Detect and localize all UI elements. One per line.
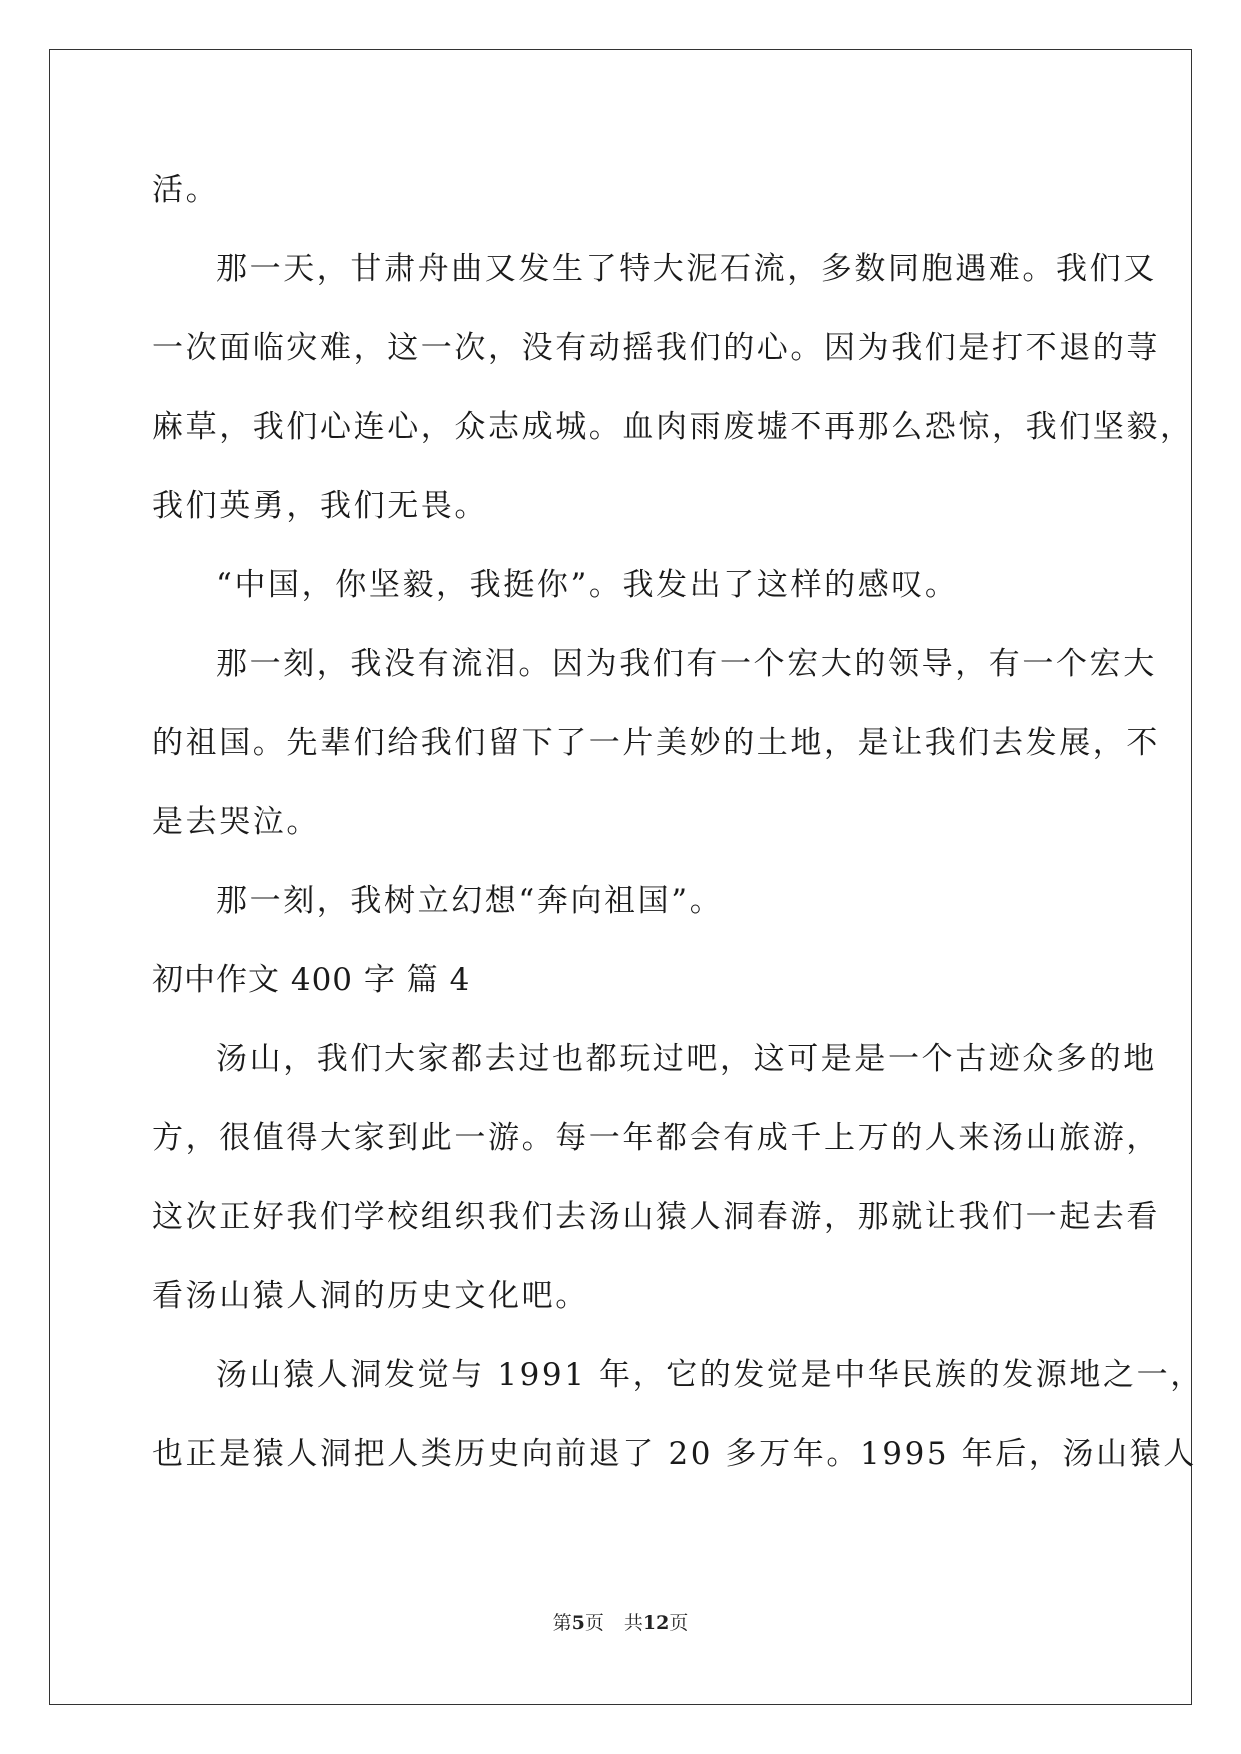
text-line: 这次正好我们学校组织我们去汤山猿人洞春游，那就让我们一起去看 xyxy=(152,1199,1160,1235)
text-line: 麻草，我们心连心，众志成城。血肉雨废墟不再那么恐惊，我们坚毅， xyxy=(152,409,1194,445)
text-line: 一次面临灾难，这一次，没有动摇我们的心。因为我们是打不退的荨 xyxy=(152,330,1160,366)
text-line: 方，很值得大家到此一游。每一年都会有成千上万的人来汤山旅游， xyxy=(152,1120,1160,1156)
page-prefix: 第 xyxy=(552,1612,572,1634)
text-line: 的祖国。先辈们给我们留下了一片美妙的土地，是让我们去发展，不 xyxy=(152,725,1160,761)
text-line: 看汤山猿人洞的历史文化吧。 xyxy=(152,1278,589,1314)
text-line: 那一刻，我树立幻想“奔向祖国”。 xyxy=(216,883,724,919)
text-line: 汤山，我们大家都去过也都玩过吧，这可是是一个古迹众多的地 xyxy=(216,1041,1157,1077)
text-line: “中国，你坚毅，我挺你”。我发出了这样的感叹。 xyxy=(216,567,959,603)
text-line: 是去哭泣。 xyxy=(152,804,320,840)
document-body xyxy=(152,160,1204,1503)
text-line: 汤山猿人洞发觉与 1991 年，它的发觉是中华民族的发源地之一， xyxy=(216,1357,1204,1393)
total-suffix: 页 xyxy=(669,1612,689,1634)
page-number: 5 xyxy=(571,1612,585,1634)
text-line: 那一天，甘肃舟曲又发生了特大泥石流，多数同胞遇难。我们又 xyxy=(216,251,1157,287)
text-line: 那一刻，我没有流泪。因为我们有一个宏大的领导，有一个宏大 xyxy=(216,646,1157,682)
text-line: 活。 xyxy=(152,172,220,208)
text-line: 我们英勇，我们无畏。 xyxy=(152,488,488,524)
total-pages: 12 xyxy=(642,1612,670,1634)
page-suffix: 页 xyxy=(584,1612,604,1634)
section-heading: 初中作文 400 字 篇 4 xyxy=(152,962,471,998)
text-line: 也正是猿人洞把人类历史向前退了 20 多万年。1995 年后，汤山猿人 xyxy=(152,1436,1197,1472)
page-footer xyxy=(0,1608,1241,1635)
total-prefix: 共 xyxy=(623,1612,643,1634)
